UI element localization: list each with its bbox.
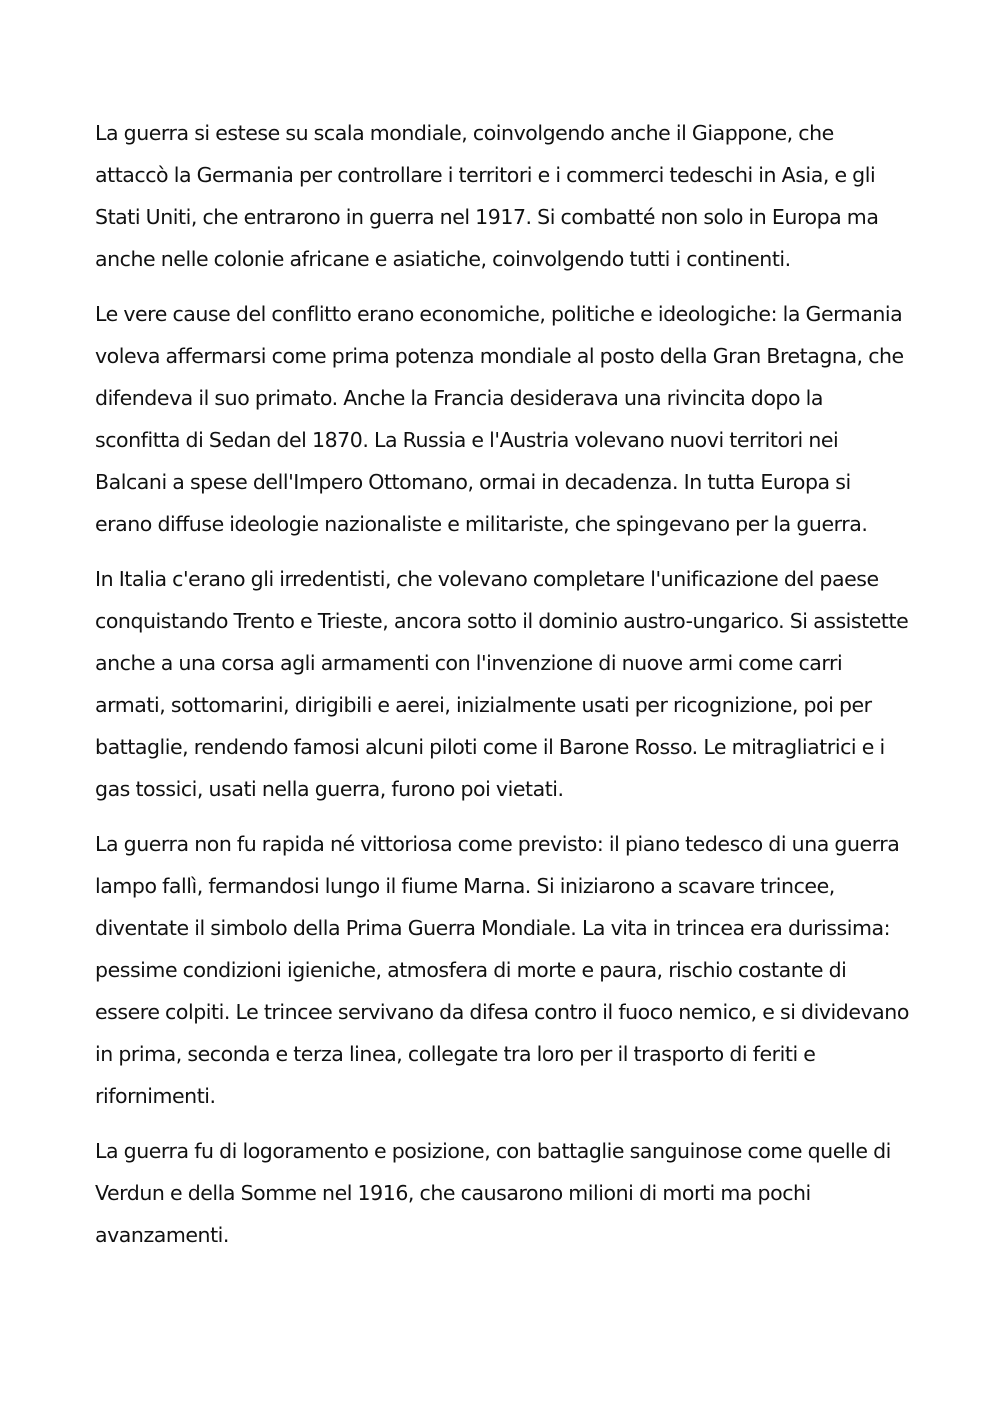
- paragraph: La guerra fu di logoramento e posizione, con battaglie sanguinose come quelle di Verdun e della Somme nel 1916, che causarono milioni di morti ma pochi avanzamenti.: [95, 1139, 891, 1247]
- document-body: [95, 112, 910, 1269]
- paragraph: In Italia c'erano gli irredentisti, che volevano completare l'unificazione del paese conquistando Trento e Trieste, ancora sotto il dominio austro-ungarico. Si assistette anche a una corsa agli armamenti con l'invenzione di nuove armi come carri armati, sottomarini, dirigibili e aerei, inizialmente usati per ricognizione, poi per battaglie, rendendo famosi alcuni piloti come il Barone Rosso. Le mitragliatrici e i gas tossici, usati nella guerra, furono poi vietati.: [95, 567, 909, 801]
- paragraph: Le vere cause del conflitto erano economiche, politiche e ideologiche: la Germania voleva affermarsi come prima potenza mondiale al posto della Gran Bretagna, che difendeva il suo primato. Anche la Francia desiderava una rivincita dopo la sconfitta di Sedan del 1870. La Russia e l'Austria volevano nuovi territori nei Balcani a spese dell'Impero Ottomano, ormai in decadenza. In tutta Europa si erano diffuse ideologie nazionaliste e militariste, che spingevano per la guerra.: [95, 302, 904, 536]
- paragraph: La guerra si estese su scala mondiale, coinvolgendo anche il Giappone, che attaccò la Germania per controllare i territori e i commerci tedeschi in Asia, e gli Stati Uniti, che entrarono in guerra nel 1917. Si combatté non solo in Europa ma anche nelle colonie africane e asiatiche, coinvolgendo tutti i continenti.: [95, 121, 879, 271]
- paragraph: La guerra non fu rapida né vittoriosa come previsto: il piano tedesco di una guerra lampo fallì, fermandosi lungo il fiume Marna. Si iniziarono a scavare trincee, diventate il simbolo della Prima Guerra Mondiale. La vita in trincea era durissima: pessime condizioni igieniche, atmosfera di morte e paura, rischio costante di essere colpiti. Le trincee servivano da difesa contro il fuoco nemico, e si dividevano in prima, seconda e terza linea, collegate tra loro per il trasporto di feriti e rifornimenti.: [95, 832, 909, 1108]
